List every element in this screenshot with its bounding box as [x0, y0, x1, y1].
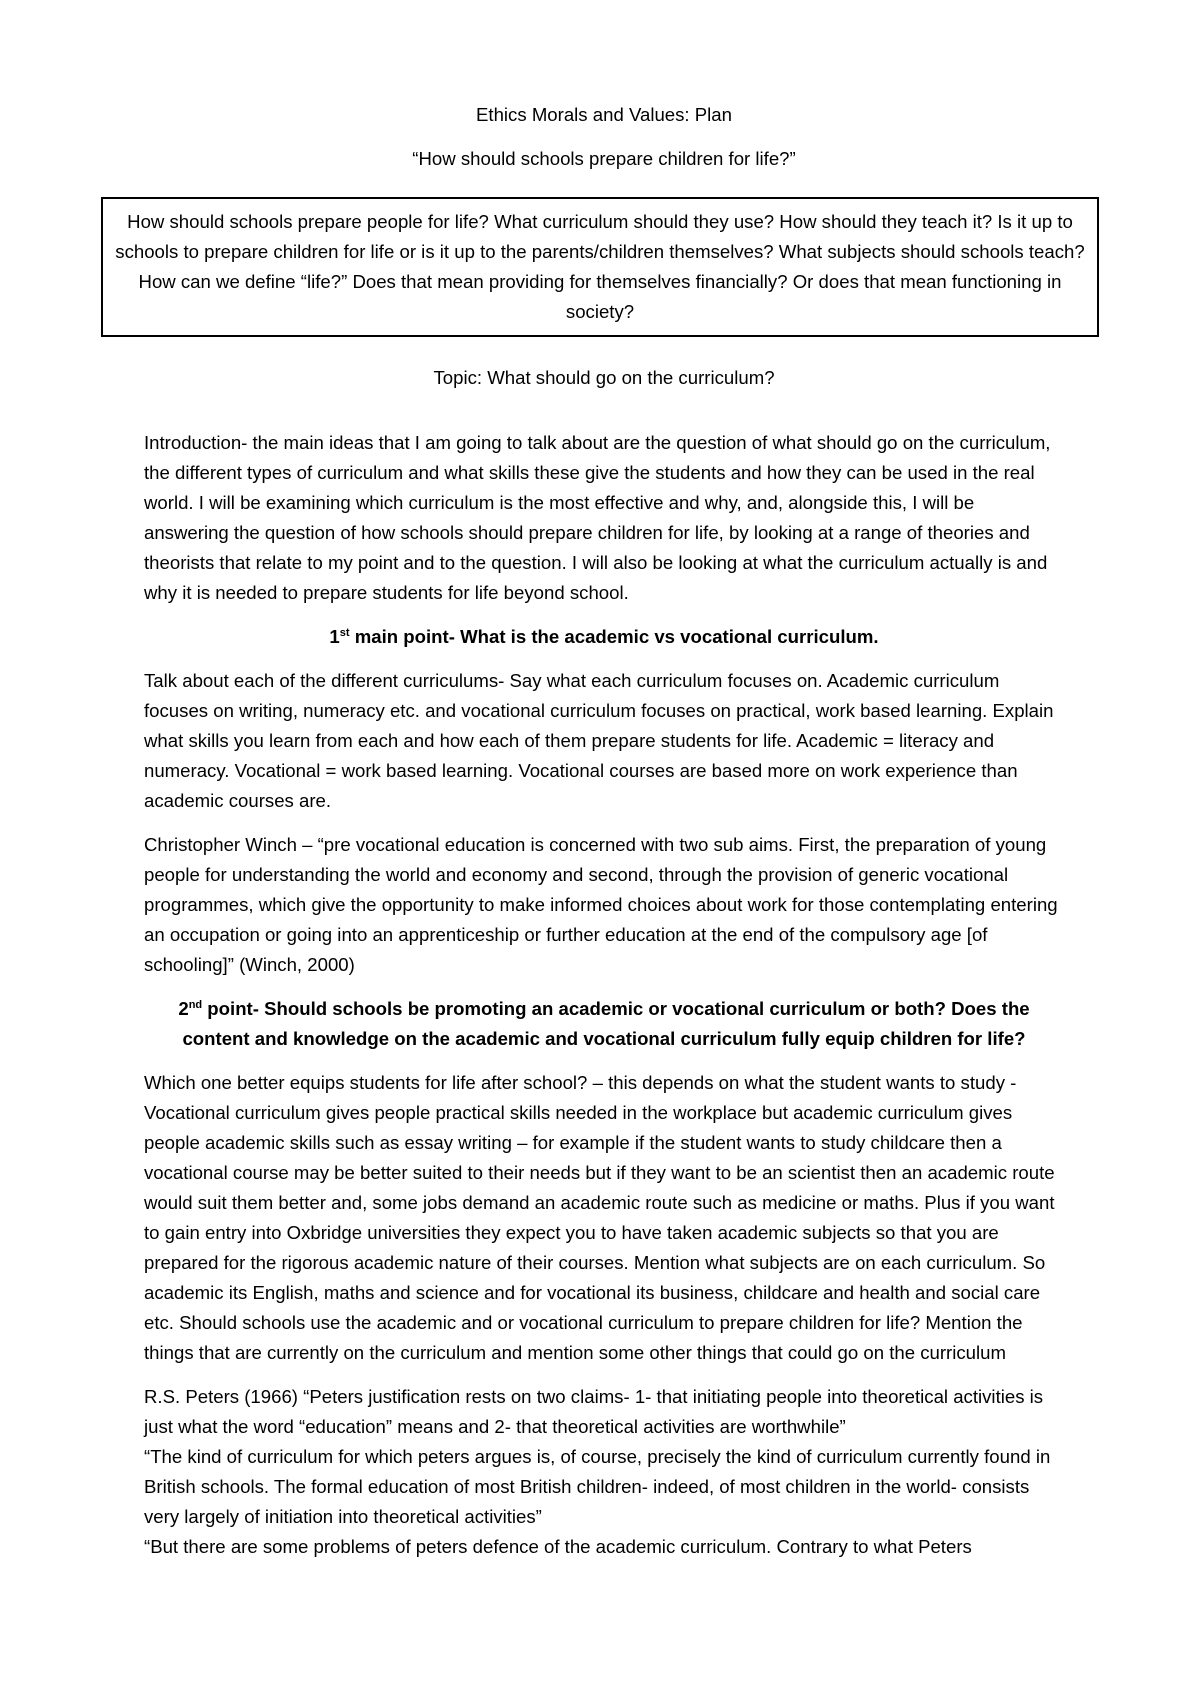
point-1-text: main point- What is the academic vs vocational curriculum. [349, 626, 879, 647]
question-box-text: How should schools prepare people for life? What curriculum should they use? How should they teach it? Is it up to schools to prepare children for life or is it up to the parents/children themselves? What subjects should schools teach? How can we define “life?” Does that mean providing for themselves financially? Or does that mean functioning in society? [115, 211, 1085, 322]
point-2-ordinal: nd [188, 998, 203, 1011]
topic-line: Topic: What should go on the curriculum? [433, 367, 775, 388]
peters-quote-2: “The kind of curriculum for which peters argues is, of course, precisely the kind of curriculum currently found in British schools. The formal education of most British children- indeed, of most children in the world- consists very largely of initiation into theoretical activities” [144, 1446, 1051, 1527]
peters-quote-1: R.S. Peters (1966) “Peters justification rests on two claims- 1- that initiating people into theoretical activities is just what the word “education” means and 2- that theoretical activities are worthwhile” [144, 1386, 1044, 1437]
introduction-paragraph: Introduction- the main ideas that I am going to talk about are the question of what should go on the curriculum, the different types of curriculum and what skills these give the students and how they can be used in the real world. I will be examining which curriculum is the most effective and why, and, alongside this, I will be answering the question of how schools should prepare children for life, by looking at a range of theories and theorists that relate to my point and to the question. I will also be looking at what the curriculum actually is and why it is needed to prepare students for life beyond school. [144, 432, 1051, 603]
point-2-text: point- Should schools be promoting an academic or vocational curriculum or both? Does the content and knowledge on the academic and vocational curriculum fully equip children for life? [182, 998, 1030, 1049]
peters-quote-3: “But there are some problems of peters defence of the academic curriculum. Contrary to what Peters [144, 1536, 972, 1557]
point-2-heading [144, 994, 1064, 1054]
point-1-ordinal: st [339, 626, 350, 639]
document-title: Ethics Morals and Values: Plan [476, 104, 732, 125]
point-1-body: Talk about each of the different curriculums- Say what each curriculum focuses on. Academic curriculum focuses on writing, numeracy etc. and vocational curriculum focuses on practical, work based learning. Explain what skills you learn from each and how each of them prepare students for life. Academic = literacy and numeracy. Vocational = work based learning. Vocational courses are based more on work experience than academic courses are. [144, 670, 1054, 811]
point-1-number: 1 [329, 626, 340, 647]
winch-quote: Christopher Winch – “pre vocational education is concerned with two sub aims. First, the preparation of young people for understanding the world and economy and second, through the provision of generic vocational programmes, which give the opportunity to make informed choices about work for those contemplating entering an occupation or going into an apprenticeship or further education at the end of the compulsory age [of schooling]” (Winch, 2000) [144, 834, 1058, 975]
point-2-body: Which one better equips students for life after school? – this depends on what the student wants to study - Vocational curriculum gives people practical skills needed in the workplace but academic curriculum gives people academic skills such as essay writing – for example if the student wants to study childcare then a vocational course may be better suited to their needs but if they want to be an scientist then an academic route would suit them better and, some jobs demand an academic route such as medicine or maths. Plus if you want to gain entry into Oxbridge universities they expect you to have taken academic subjects so that you are prepared for the rigorous academic nature of their courses. Mention what subjects are on each curriculum. So academic its English, maths and science and for vocational its business, childcare and health and social care etc. Should schools use the academic and or vocational curriculum to prepare children for life? Mention the things that are currently on the curriculum and mention some other things that could go on the curriculum [144, 1072, 1055, 1363]
point-2-number: 2 [178, 998, 189, 1019]
document-body [115, 100, 1085, 1562]
point-1-heading [144, 622, 1064, 652]
question-box [101, 197, 1099, 337]
essay-question: “How should schools prepare children for life?” [412, 148, 796, 169]
